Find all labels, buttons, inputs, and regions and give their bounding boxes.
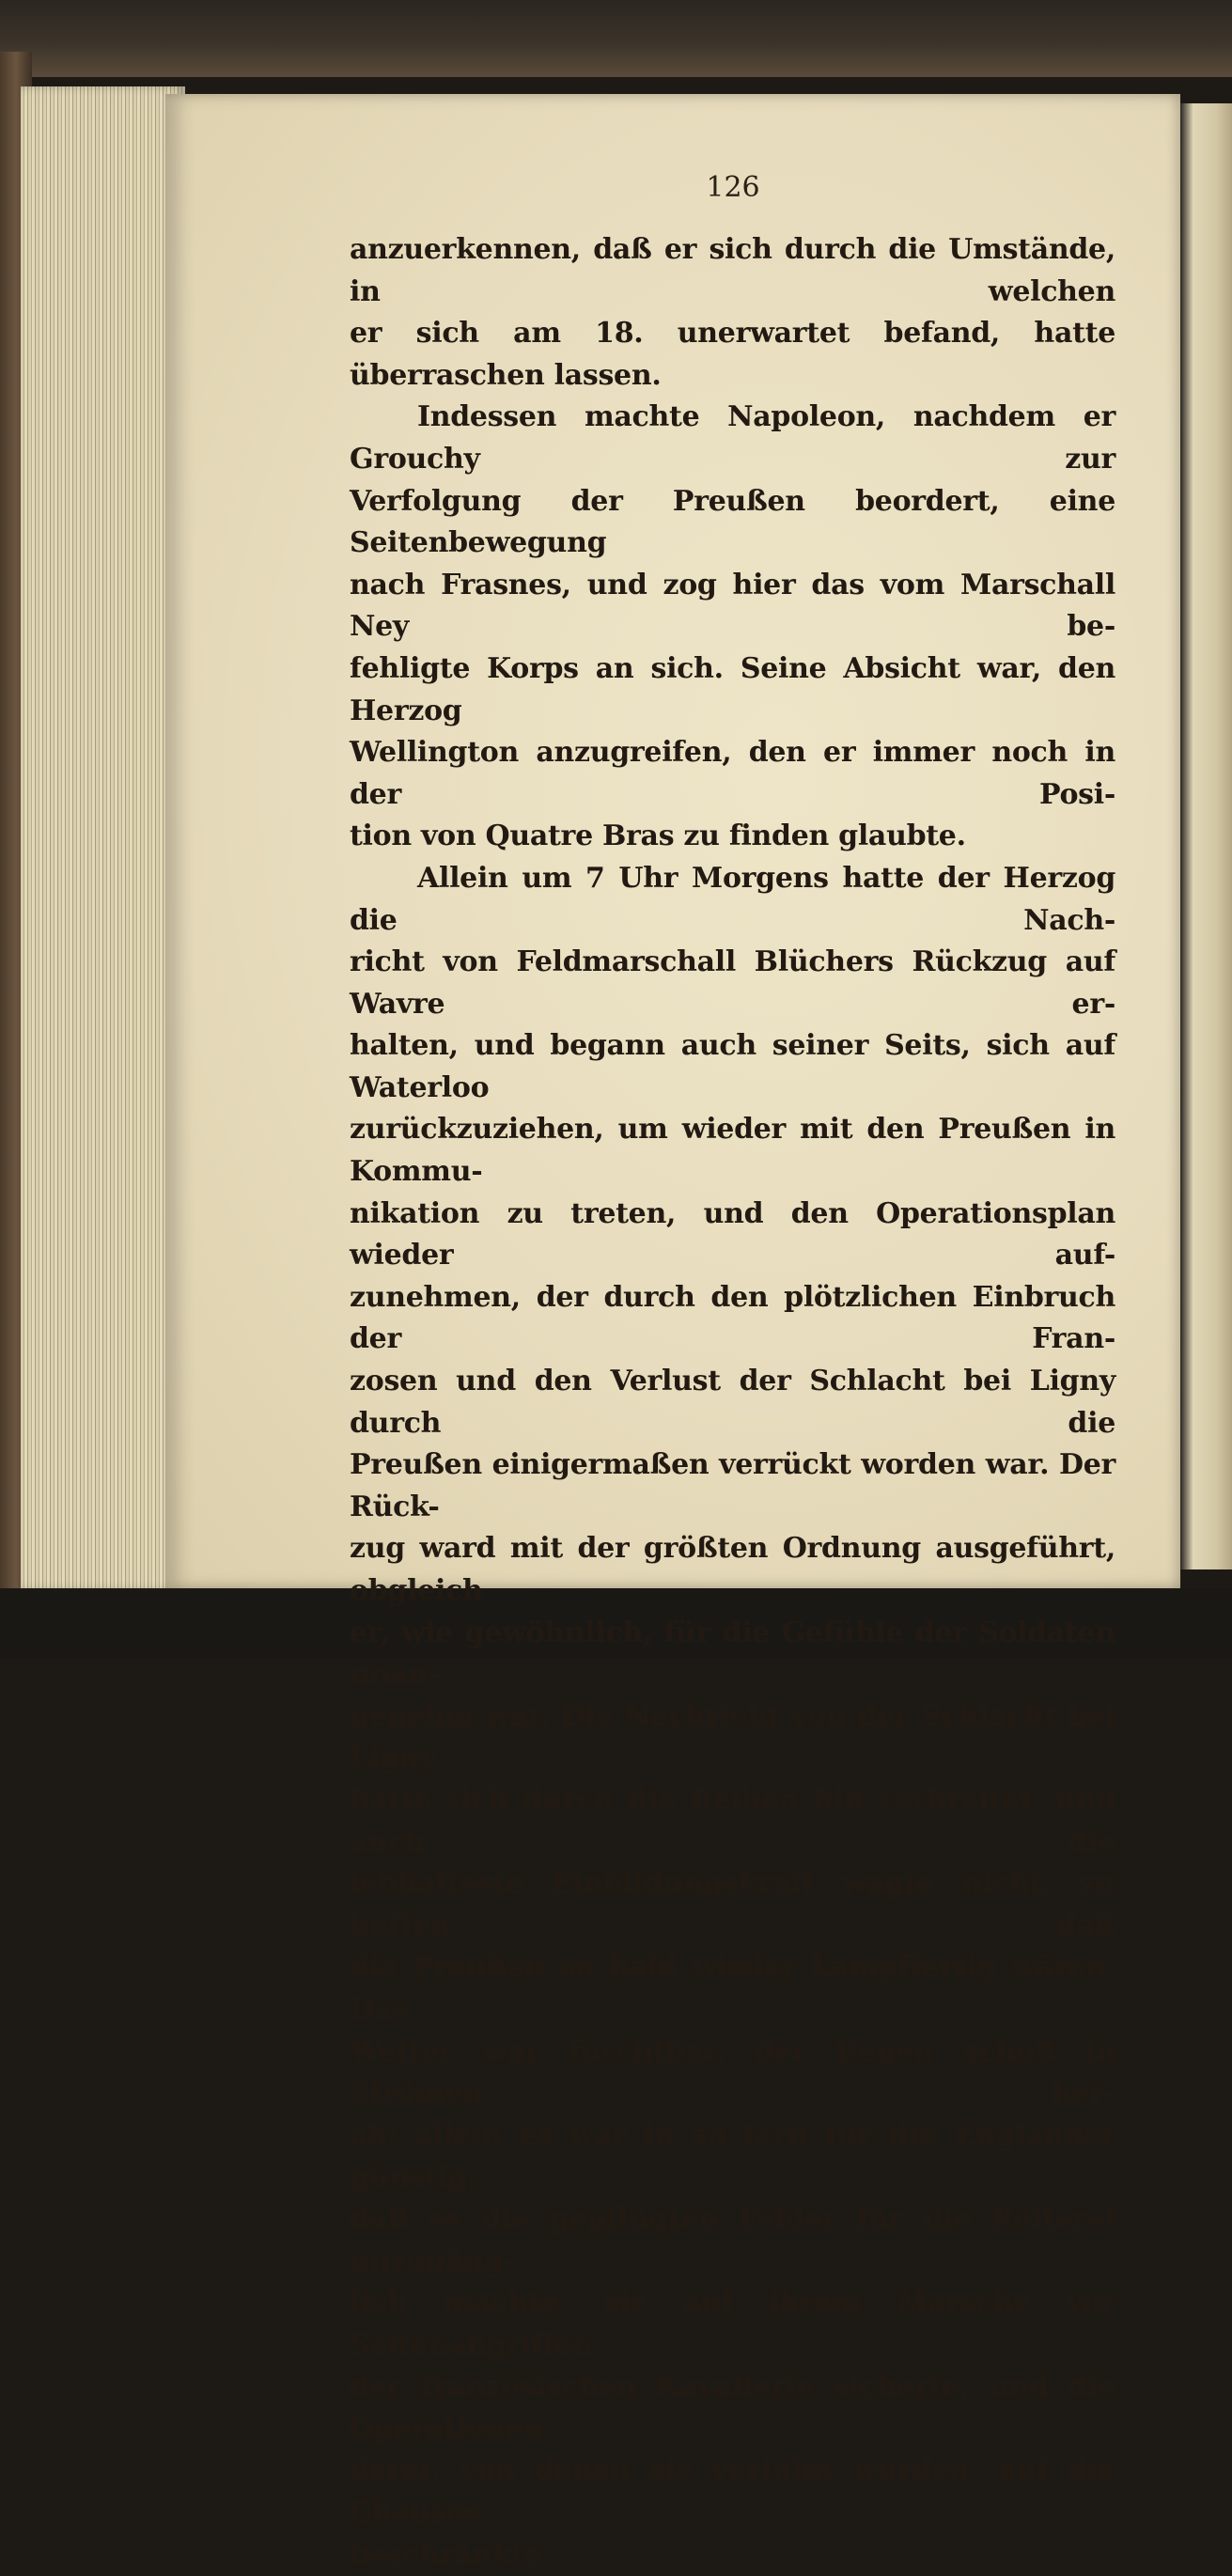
text-line: zosen und den Verlust der Schlacht bei Ligny durch die — [350, 1365, 1115, 1440]
text-line: hatte sich durch die Reihen hin verbreitet, und auch die — [350, 1783, 1115, 1859]
text-line: der französischen Kavallerie sicherte, und die Operationen — [350, 2370, 1115, 2445]
text-line: tion von Quatre Bras zu finden glaubte. — [350, 820, 966, 853]
text-line: genehm war. Die Nachricht von der Schlacht bei Ligny — [350, 1699, 1115, 1775]
page-stack-edges — [21, 86, 185, 1590]
text-line: zunehmen, der durch den plötzlichen Einbruch der Fran- — [350, 1280, 1115, 1356]
text-line: nikation zu treten, und den Operationsplan wieder auf- — [350, 1196, 1115, 1272]
text-line: beschränkte. — [350, 2537, 552, 2571]
text-line: Preußen einigermaßen verrückt worden war. Der Rück- — [350, 1448, 1115, 1523]
facing-page-edge — [1180, 103, 1232, 1569]
text-line: derer, von denen sie verfolgt wurden, auf die Chausee — [350, 2454, 1115, 2530]
text-line: fehligte Korps an sich. Seine Absicht war, den Herzog — [350, 651, 1115, 727]
text-line: Allein um 7 Uhr Morgens hatte der Herzog die Nach- — [350, 861, 1115, 937]
text-line: ab; allein es war in so fern für die Engländer günstig, — [350, 2118, 1115, 2194]
text-line: er sich am 18. unerwartet befand, hatte überraschen lassen. — [350, 317, 1115, 392]
text-line: lich machte, sie auf ihrem Marsche vor Seitenangriffen — [350, 2287, 1115, 2362]
page-number: 126 — [706, 171, 760, 204]
text-line: halten, und begann auch seiner Seits, sich auf Waterloo — [350, 1029, 1115, 1104]
text-line: Indessen machte Napoleon, nachdem er Grouchy zur — [350, 400, 1115, 476]
text-line: richt von Feldmarschall Blüchers Rückzug auf Wavre er- — [350, 945, 1115, 1021]
text-line: Wetter war furchtbar, der Regen schoß in Strömen her- — [350, 2035, 1115, 2111]
text-line: zurückzuziehen, um wieder mit den Preußen in Kommu- — [350, 1113, 1115, 1189]
text-line: lebhafteste Einbildungskraft wagte nicht, zu hoffen, daß — [350, 1867, 1115, 1943]
text-line: Wellington anzugreifen, den er immer noch in der Posi- — [350, 736, 1115, 811]
text-line: Verfolgung der Preußen beordert, eine Seitenbewegung — [350, 484, 1115, 560]
book-top-edge — [0, 0, 1232, 77]
body-text — [350, 229, 1115, 2576]
text-line: daß es die gepflügten Felder für die Reiterei unzugäng- — [350, 2202, 1115, 2278]
text-line: zug ward mit der größten Ordnung ausgeführt, obgleich — [350, 1532, 1115, 1607]
text-line: er, wie gewöhnlich, für die Gefühle der Soldaten unan- — [350, 1616, 1115, 1692]
text-line: nach Frasnes, und zog hier das vom Marschall Ney be- — [350, 568, 1115, 644]
text-line: die Preußen so bald wieder kampffertig wären. Das — [350, 1951, 1115, 2026]
text-line: anzuerkennen, daß er sich durch die Umstände, in welchen — [350, 233, 1115, 308]
